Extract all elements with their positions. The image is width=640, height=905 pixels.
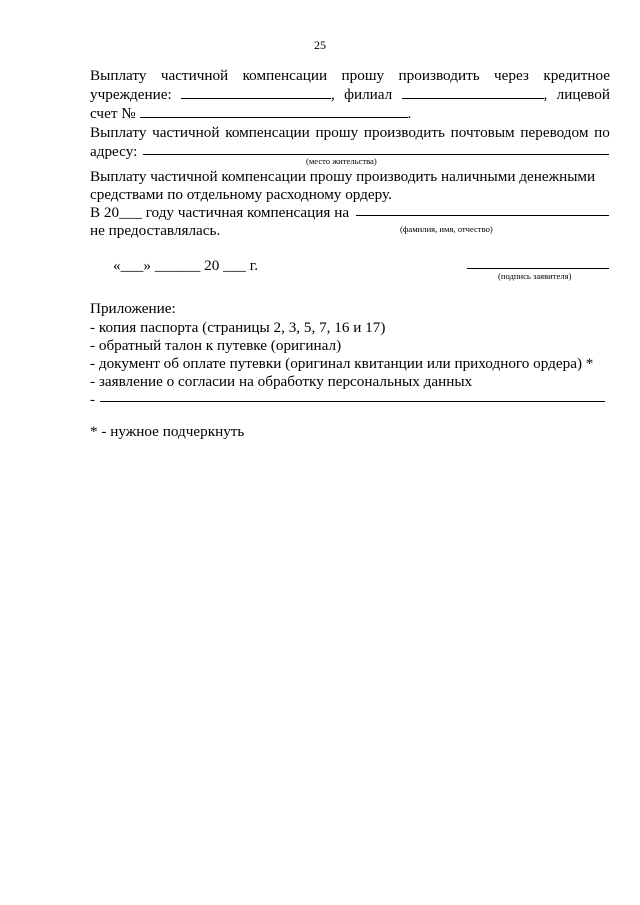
- word: прошу: [341, 67, 385, 84]
- branch-field[interactable]: [402, 85, 544, 99]
- full-name-field[interactable]: [356, 215, 609, 216]
- word: производить: [363, 124, 445, 141]
- page-number: 25: [314, 38, 326, 52]
- period: .: [407, 105, 412, 122]
- bank-paragraph-line-3: [90, 104, 610, 123]
- bank-paragraph-line-1: [90, 66, 610, 85]
- date-line: «___» ______ 20 ___ г.: [113, 257, 258, 274]
- branch-field-group: ,: [402, 85, 548, 104]
- cash-paragraph-line-2: средствами по отдельному расходному ордеру.: [90, 186, 392, 203]
- post-paragraph-line-1: [90, 123, 610, 142]
- prior-line-1: В 20___ году частичная компенсация на: [90, 204, 350, 221]
- address-field[interactable]: [143, 154, 609, 155]
- word: кредитное: [543, 67, 610, 84]
- prior-line-2: не предоставлялась.: [90, 222, 221, 239]
- full-name-hint: (фамилия, имя, отчество): [400, 224, 493, 234]
- word: производить: [398, 67, 480, 84]
- attachment-item: - заявление о согласии на обработку персональных данных: [90, 373, 473, 390]
- word: частичной: [160, 67, 229, 84]
- word: переводом: [520, 124, 589, 141]
- word: по: [594, 124, 610, 141]
- extra-attachment-field[interactable]: [100, 401, 605, 402]
- word: почтовым: [450, 124, 515, 141]
- word: частичной: [152, 124, 220, 141]
- word: компенсации: [242, 67, 328, 84]
- account-field[interactable]: [140, 104, 408, 118]
- cash-paragraph-line-1: Выплату частичной компенсации прошу производить наличными денежными: [90, 168, 596, 185]
- address-hint: (место жительства): [306, 156, 377, 166]
- account-label: счет №: [90, 105, 136, 122]
- institution-field-group: ,: [181, 85, 335, 104]
- word: компенсации: [225, 124, 310, 141]
- word: Выплату: [90, 124, 147, 141]
- signature-hint: (подпись заявителя): [498, 271, 572, 281]
- institution-label: учреждение:: [90, 86, 172, 103]
- attachment-item: - документ об оплате путевки (оригинал квитанции или приходного ордера) *: [90, 355, 594, 372]
- account-label-part: лицевой: [556, 86, 610, 103]
- attachment-item: - копия паспорта (страницы 2, 3, 5, 7, 16 и 17): [90, 319, 386, 336]
- word: Выплату: [90, 67, 147, 84]
- word: прошу: [315, 124, 359, 141]
- institution-field[interactable]: [181, 85, 331, 99]
- word: через: [494, 67, 529, 84]
- attachment-item: - обратный талон к путевке (оригинал): [90, 337, 342, 354]
- bank-paragraph-line-2: [90, 85, 610, 104]
- attachments-heading: Приложение:: [90, 300, 176, 317]
- attachment-item: -: [90, 391, 96, 408]
- address-label: адресу:: [90, 143, 138, 160]
- signature-field[interactable]: [467, 268, 609, 269]
- footnote: * - нужное подчеркнуть: [90, 423, 245, 440]
- branch-label: филиал: [344, 86, 393, 103]
